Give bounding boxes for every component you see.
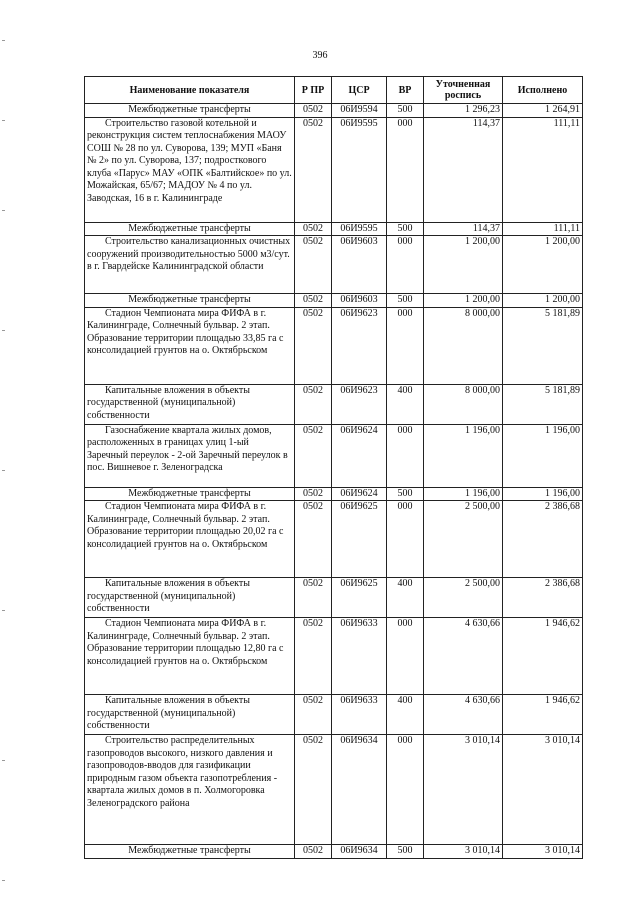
row-done: 1 946,62: [503, 618, 583, 695]
row-vr: 000: [387, 236, 424, 294]
row-done: 111,11: [503, 117, 583, 222]
row-name-text: Стадион Чемпионата мира ФИФА в г. Калининграде, Солнечный бульвар. 2 этап. Образование территории площадью 20,02 га с консолидацией грунтов на о. Октябрьском: [87, 501, 284, 550]
row-csr: 06И9624: [332, 487, 387, 501]
row-csr: 06И9603: [332, 236, 387, 294]
row-csr: 06И9625: [332, 578, 387, 618]
row-name: [85, 307, 295, 384]
row-vr: 000: [387, 735, 424, 845]
row-name-text: Капитальные вложения в объекты государственной (муниципальной) собственности: [87, 384, 250, 421]
row-name-text: Строительство распределительных газопроводов высокого, низкого давления и газопроводов-вводов для газификации природным газом объекта газопотребления - квартала жилых домов в п. Холмогоровка Зеленоградского района: [87, 735, 278, 809]
row-name: [85, 424, 295, 487]
row-csr: 06И9633: [332, 618, 387, 695]
row-plan: 3 010,14: [424, 845, 503, 859]
row-plan: 4 630,66: [424, 618, 503, 695]
row-plan: 8 000,00: [424, 307, 503, 384]
row-name: [85, 294, 295, 308]
row-name: [85, 618, 295, 695]
table-row: [85, 618, 583, 695]
row-csr: 06И9625: [332, 501, 387, 578]
row-name-text: Межбюджетные трансферты: [128, 487, 251, 499]
row-done: 2 386,68: [503, 578, 583, 618]
row-name-text: Стадион Чемпионата мира ФИФА в г. Калининграде, Солнечный бульвар. 2 этап. Образование территории площадью 12,80 га с консолидацией грунтов на о. Октябрьском: [87, 618, 284, 667]
table-row: [85, 578, 583, 618]
row-vr: 000: [387, 618, 424, 695]
header-done: Исполнено: [503, 77, 583, 104]
row-done: 1 200,00: [503, 236, 583, 294]
row-plan: 8 000,00: [424, 384, 503, 424]
table-row: [85, 735, 583, 845]
row-csr: 06И9594: [332, 104, 387, 118]
table-row: [85, 501, 583, 578]
row-name-text: Межбюджетные трансферты: [128, 294, 251, 305]
row-name: [85, 236, 295, 294]
row-done: 111,11: [503, 222, 583, 236]
row-name: [85, 487, 295, 501]
row-vr: 000: [387, 424, 424, 487]
row-plan: 1 200,00: [424, 236, 503, 294]
row-done: 1 200,00: [503, 294, 583, 308]
row-vr: 400: [387, 384, 424, 424]
row-vr: 500: [387, 845, 424, 859]
row-name: [85, 845, 295, 859]
row-csr: 06И9634: [332, 845, 387, 859]
row-name: [85, 735, 295, 845]
row-name: [85, 104, 295, 118]
row-done: 5 181,89: [503, 307, 583, 384]
row-name: [85, 384, 295, 424]
row-rpr: 0502: [295, 845, 332, 859]
row-name-text: Межбюджетные трансферты: [128, 845, 251, 856]
row-rpr: 0502: [295, 236, 332, 294]
table-row: [85, 236, 583, 294]
row-name: [85, 501, 295, 578]
row-done: 5 181,89: [503, 384, 583, 424]
row-plan: 1 196,00: [424, 424, 503, 487]
row-rpr: 0502: [295, 384, 332, 424]
row-name: [85, 578, 295, 618]
scan-edge-marks: [2, 0, 6, 905]
table-row: [85, 104, 583, 118]
header-name: Наименование показателя: [85, 77, 295, 104]
row-csr: 06И9624: [332, 424, 387, 487]
row-plan: 114,37: [424, 117, 503, 222]
row-name-text: Газоснабжение квартала жилых домов, расположенных в границах улиц 1-ый Заречный переулок - 2-ой Заречный переулок в пос. Вишневое г. Зеленоградска: [87, 424, 288, 473]
row-rpr: 0502: [295, 695, 332, 735]
row-plan: 4 630,66: [424, 695, 503, 735]
row-vr: 400: [387, 578, 424, 618]
row-csr: 06И9634: [332, 735, 387, 845]
row-plan: 1 296,23: [424, 104, 503, 118]
table-row: [85, 424, 583, 487]
row-vr: 500: [387, 487, 424, 501]
row-rpr: 0502: [295, 618, 332, 695]
row-vr: 000: [387, 501, 424, 578]
header-vr: ВР: [387, 77, 424, 104]
row-csr: 06И9603: [332, 294, 387, 308]
header-plan: Уточненная роспись: [424, 77, 503, 104]
table-row: [85, 487, 583, 501]
row-name-text: Капитальные вложения в объекты государственной (муниципальной) собственности: [87, 695, 250, 731]
row-plan: 3 010,14: [424, 735, 503, 845]
row-name-text: Строительство канализационных очистных сооружений производительностью 5000 м3/сут. в г. Гвардейске Калининградской области: [87, 236, 291, 272]
row-csr: 06И9633: [332, 695, 387, 735]
table-row: [85, 222, 583, 236]
row-name-text: Капитальные вложения в объекты государственной (муниципальной) собственности: [87, 578, 250, 614]
row-vr: 400: [387, 695, 424, 735]
row-name: [85, 695, 295, 735]
row-name-text: Межбюджетные трансферты: [128, 104, 251, 115]
row-done: 1 196,00: [503, 424, 583, 487]
header-rpr: Р ПР: [295, 77, 332, 104]
table-header-row: [85, 77, 583, 104]
row-rpr: 0502: [295, 735, 332, 845]
row-done: 3 010,14: [503, 735, 583, 845]
row-rpr: 0502: [295, 501, 332, 578]
table-row: [85, 384, 583, 424]
page-number: 396: [312, 50, 328, 61]
row-done: 2 386,68: [503, 501, 583, 578]
row-rpr: 0502: [295, 104, 332, 118]
row-rpr: 0502: [295, 487, 332, 501]
row-rpr: 0502: [295, 117, 332, 222]
row-name-text: Межбюджетные трансферты: [128, 222, 251, 234]
table-row: [85, 845, 583, 859]
row-vr: 000: [387, 307, 424, 384]
row-vr: 500: [387, 294, 424, 308]
row-name-text: Стадион Чемпионата мира ФИФА в г. Калининграде, Солнечный бульвар. 2 этап. Образование территории площадью 33,85 га с консолидацией грунтов на о. Октябрьском: [87, 307, 284, 356]
row-plan: 2 500,00: [424, 501, 503, 578]
table-row: [85, 695, 583, 735]
row-plan: 114,37: [424, 222, 503, 236]
row-plan: 1 200,00: [424, 294, 503, 308]
row-rpr: 0502: [295, 578, 332, 618]
row-csr: 06И9595: [332, 117, 387, 222]
header-csr: ЦСР: [332, 77, 387, 104]
row-name-text: Строительство газовой котельной и реконструкция систем теплоснабжения МАОУ СОШ № 28 по ул. Суворова, 139; МУП «Баня № 2» по ул. Суворова, 137; подросткового клуба «Парус» МАУ «ОПК «Балтийское» по ул. Можайская, 65/67; МАДОУ № 4 по ул. Заводская, 16 в г. Калининграде: [87, 117, 292, 204]
row-rpr: 0502: [295, 307, 332, 384]
row-rpr: 0502: [295, 424, 332, 487]
row-name: [85, 117, 295, 222]
row-done: 1 946,62: [503, 695, 583, 735]
row-done: 1 264,91: [503, 104, 583, 118]
row-vr: 000: [387, 117, 424, 222]
row-name: [85, 222, 295, 236]
row-plan: 1 196,00: [424, 487, 503, 501]
row-done: 3 010,14: [503, 845, 583, 859]
row-rpr: 0502: [295, 222, 332, 236]
row-csr: 06И9595: [332, 222, 387, 236]
table-row: [85, 117, 583, 222]
table-row: [85, 294, 583, 308]
row-vr: 500: [387, 222, 424, 236]
budget-table: [84, 76, 583, 859]
row-vr: 500: [387, 104, 424, 118]
row-csr: 06И9623: [332, 384, 387, 424]
row-done: 1 196,00: [503, 487, 583, 501]
row-plan: 2 500,00: [424, 578, 503, 618]
row-csr: 06И9623: [332, 307, 387, 384]
table-body: [85, 104, 583, 859]
table-row: [85, 307, 583, 384]
row-rpr: 0502: [295, 294, 332, 308]
